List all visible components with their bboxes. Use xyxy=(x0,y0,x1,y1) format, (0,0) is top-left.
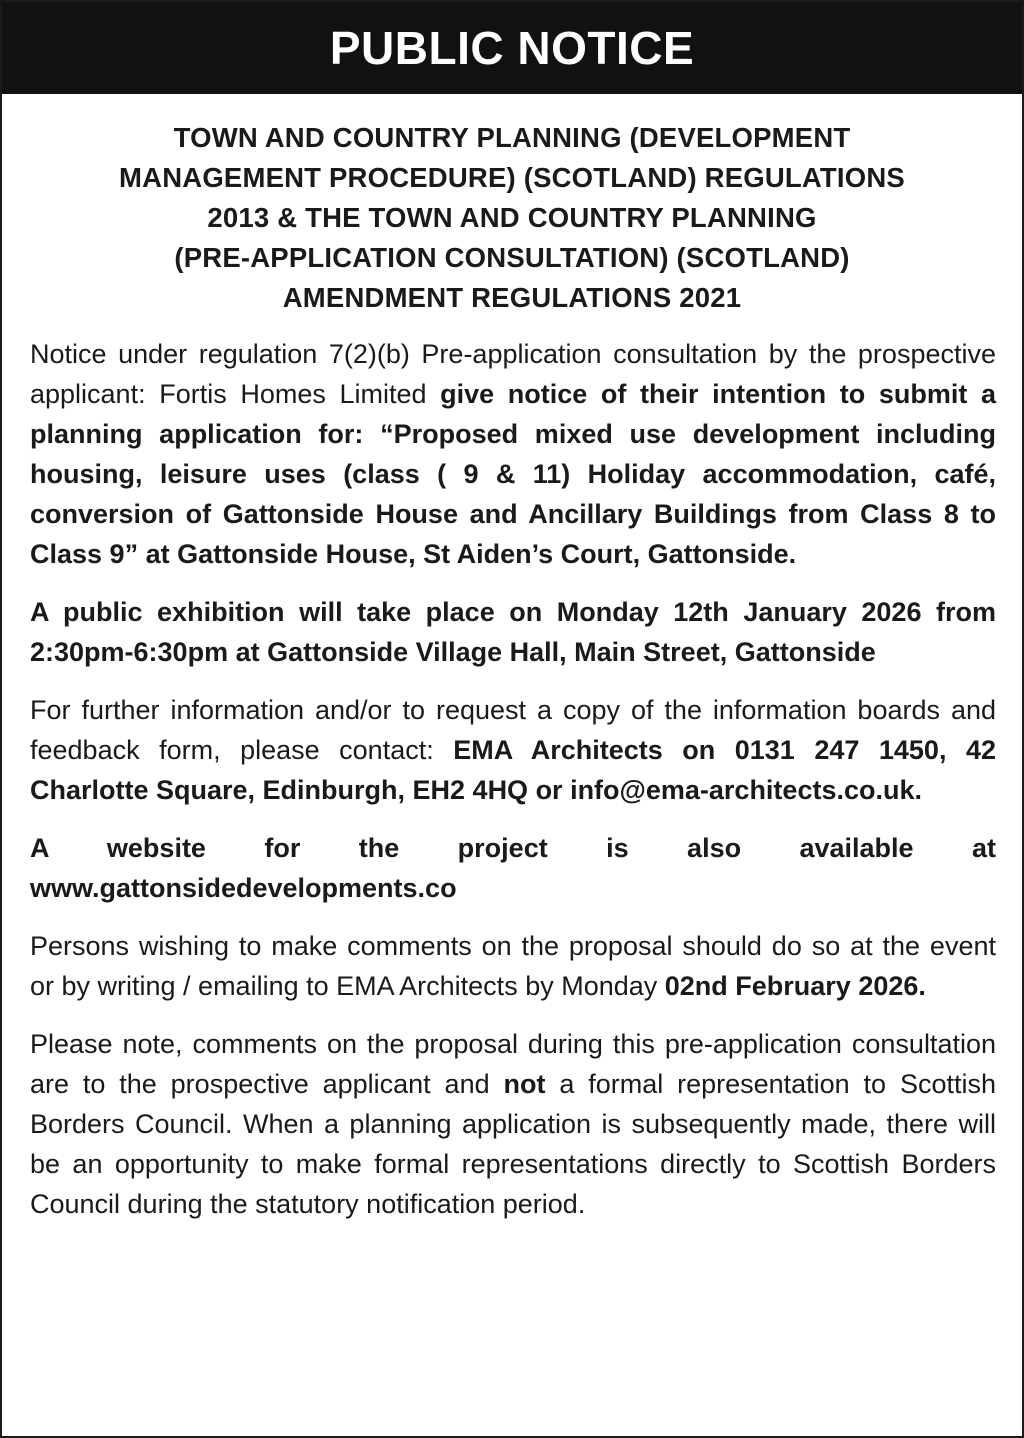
note-intro-text: Please note, comments on the proposal during this pre-application consultation are to the prospective applicant and xyxy=(30,1029,996,1099)
note-paragraph xyxy=(30,1024,996,1224)
notice-intro-text: Notice under regulation 7(2)(b) Pre-application consultation by the prospective applicant: Fortis Homes Limited xyxy=(30,339,996,409)
website-text: A website for the project is also available at www.gattonsidedevelopments.co xyxy=(30,833,996,903)
contact-intro-text: For further information and/or to request a copy of the information boards and feedback form, please contact: xyxy=(30,695,996,765)
notice-paragraph xyxy=(30,334,996,574)
heading-line: (PRE-APPLICATION CONSULTATION) (SCOTLAND) xyxy=(174,242,850,273)
website-paragraph xyxy=(30,828,996,908)
note-outro-text: a formal representation to Scottish Borders Council. When a planning application is subsequently made, there will be an opportunity to make formal representations directly to Scottish Borders Council during the statutory notification period. xyxy=(30,1069,996,1219)
banner-title: PUBLIC NOTICE xyxy=(329,22,695,74)
comments-paragraph xyxy=(30,926,996,1006)
heading-line: TOWN AND COUNTRY PLANNING (DEVELOPMENT xyxy=(173,122,851,153)
comments-intro-text: Persons wishing to make comments on the proposal should do so at the event or by writing / emailing to EMA Architects by Monday xyxy=(30,931,996,1001)
exhibition-text: A public exhibition will take place on Monday 12th January 2026 from 2:30pm-6:30pm at Gattonside Village Hall, Main Street, Gattonside xyxy=(30,597,996,667)
exhibition-paragraph xyxy=(30,592,996,672)
heading-line: AMENDMENT REGULATIONS 2021 xyxy=(282,282,742,313)
notice-proposal-text: give notice of their intention to submit a planning application for: “Proposed mixed use development including housing, leisure uses (class ( 9 & 11) Holiday accommodation, café, conversion of Gattonside House and Ancillary Buildings from Class 8 to Class 9” at Gattonside House, St Aiden’s Court, Gattonside. xyxy=(30,379,996,569)
heading-line: 2013 & THE TOWN AND COUNTRY PLANNING xyxy=(207,202,817,233)
contact-paragraph xyxy=(30,690,996,810)
note-emphasis-text: not xyxy=(503,1069,546,1099)
notice-body xyxy=(30,334,996,1224)
notice-banner xyxy=(2,2,1022,94)
regulations-heading xyxy=(32,118,992,318)
comments-deadline-text: 02nd February 2026. xyxy=(664,971,926,1001)
heading-line: MANAGEMENT PROCEDURE) (SCOTLAND) REGULATIONS xyxy=(119,162,905,193)
contact-details-text: EMA Architects on 0131 247 1450, 42 Charlotte Square, Edinburgh, EH2 4HQ or info@ema-architects.co.uk. xyxy=(30,735,996,805)
